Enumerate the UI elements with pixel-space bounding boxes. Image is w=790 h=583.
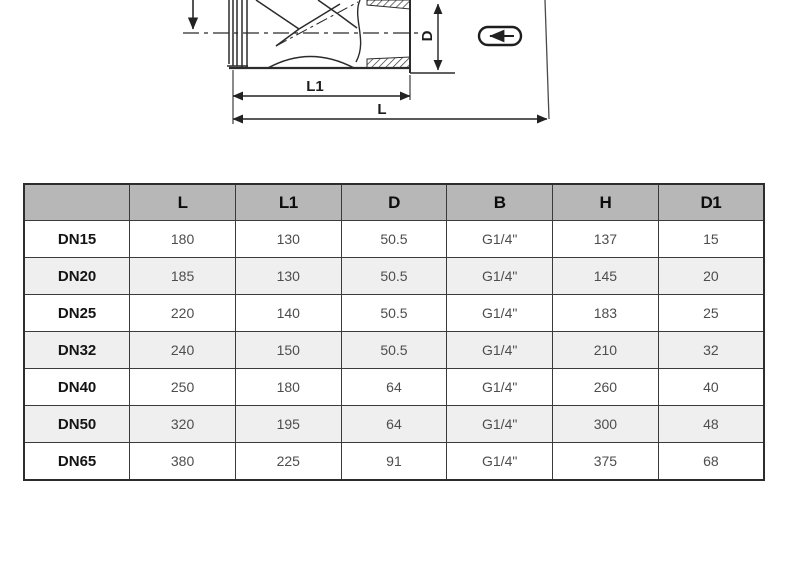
table-row-dn32 (24, 332, 764, 369)
cell: 250 (130, 369, 236, 406)
row-label: DN25 (24, 295, 130, 332)
hatch-top (367, 0, 410, 9)
cell: G1/4" (447, 295, 553, 332)
cell: 260 (553, 369, 659, 406)
row-label: DN32 (24, 332, 130, 369)
dimension-table (23, 183, 765, 481)
row-label: DN65 (24, 443, 130, 481)
scan-edge-line (545, 0, 549, 119)
cell: 320 (130, 406, 236, 443)
dim-d-label: D (419, 30, 436, 42)
cell: 140 (235, 295, 341, 332)
cell: 50.5 (341, 332, 447, 369)
hatch-bottom (367, 57, 410, 68)
cell: 183 (553, 295, 659, 332)
cell: 380 (130, 443, 236, 481)
row-label: DN20 (24, 258, 130, 295)
cell: G1/4" (447, 258, 553, 295)
cell: 150 (235, 332, 341, 369)
break-line (356, 0, 361, 62)
left-flange (227, 0, 248, 68)
table-row-dn20 (24, 258, 764, 295)
cell: 40 (658, 369, 764, 406)
table-row-dn65 (24, 443, 764, 481)
header-cell-l: L (130, 184, 236, 221)
cell: 50.5 (341, 221, 447, 258)
cell: 64 (341, 369, 447, 406)
cell: 91 (341, 443, 447, 481)
cell: 50.5 (341, 258, 447, 295)
cell: 180 (130, 221, 236, 258)
cell: G1/4" (447, 406, 553, 443)
dim-l-label: L (377, 101, 387, 118)
header-cell-d1: D1 (658, 184, 764, 221)
cell: 195 (235, 406, 341, 443)
cell: G1/4" (447, 443, 553, 481)
cell: 130 (235, 258, 341, 295)
cell: 300 (553, 406, 659, 443)
table-header-row (24, 184, 764, 221)
dim-l1-label: L1 (306, 78, 324, 95)
cell: 32 (658, 332, 764, 369)
flow-direction-symbol (479, 27, 521, 45)
header-cell-b: B (447, 184, 553, 221)
cell: 240 (130, 332, 236, 369)
cell: 50.5 (341, 295, 447, 332)
cell: 220 (130, 295, 236, 332)
cell: 145 (553, 258, 659, 295)
cell: 15 (658, 221, 764, 258)
cell: G1/4" (447, 221, 553, 258)
cell: 185 (130, 258, 236, 295)
table-row-dn50 (24, 406, 764, 443)
cell: 375 (553, 443, 659, 481)
cell: 25 (658, 295, 764, 332)
cell: 64 (341, 406, 447, 443)
table-row-dn40 (24, 369, 764, 406)
row-label: DN15 (24, 221, 130, 258)
header-cell-d: D (341, 184, 447, 221)
cell: 48 (658, 406, 764, 443)
cell: 137 (553, 221, 659, 258)
cell: G1/4" (447, 369, 553, 406)
cell: 225 (235, 443, 341, 481)
table-row-dn25 (24, 295, 764, 332)
row-label: DN50 (24, 406, 130, 443)
strainer-internals (256, 0, 358, 46)
table-row-dn15 (24, 221, 764, 258)
header-cell-l1: L1 (235, 184, 341, 221)
dome-arc (268, 57, 354, 69)
cell: 180 (235, 369, 341, 406)
cell: 130 (235, 221, 341, 258)
cell: 210 (553, 332, 659, 369)
cell: 20 (658, 258, 764, 295)
valve-technical-drawing (0, 0, 790, 152)
row-label: DN40 (24, 369, 130, 406)
cell: G1/4" (447, 332, 553, 369)
header-cell-h: H (553, 184, 659, 221)
cell: 68 (658, 443, 764, 481)
header-cell-model (24, 184, 130, 221)
